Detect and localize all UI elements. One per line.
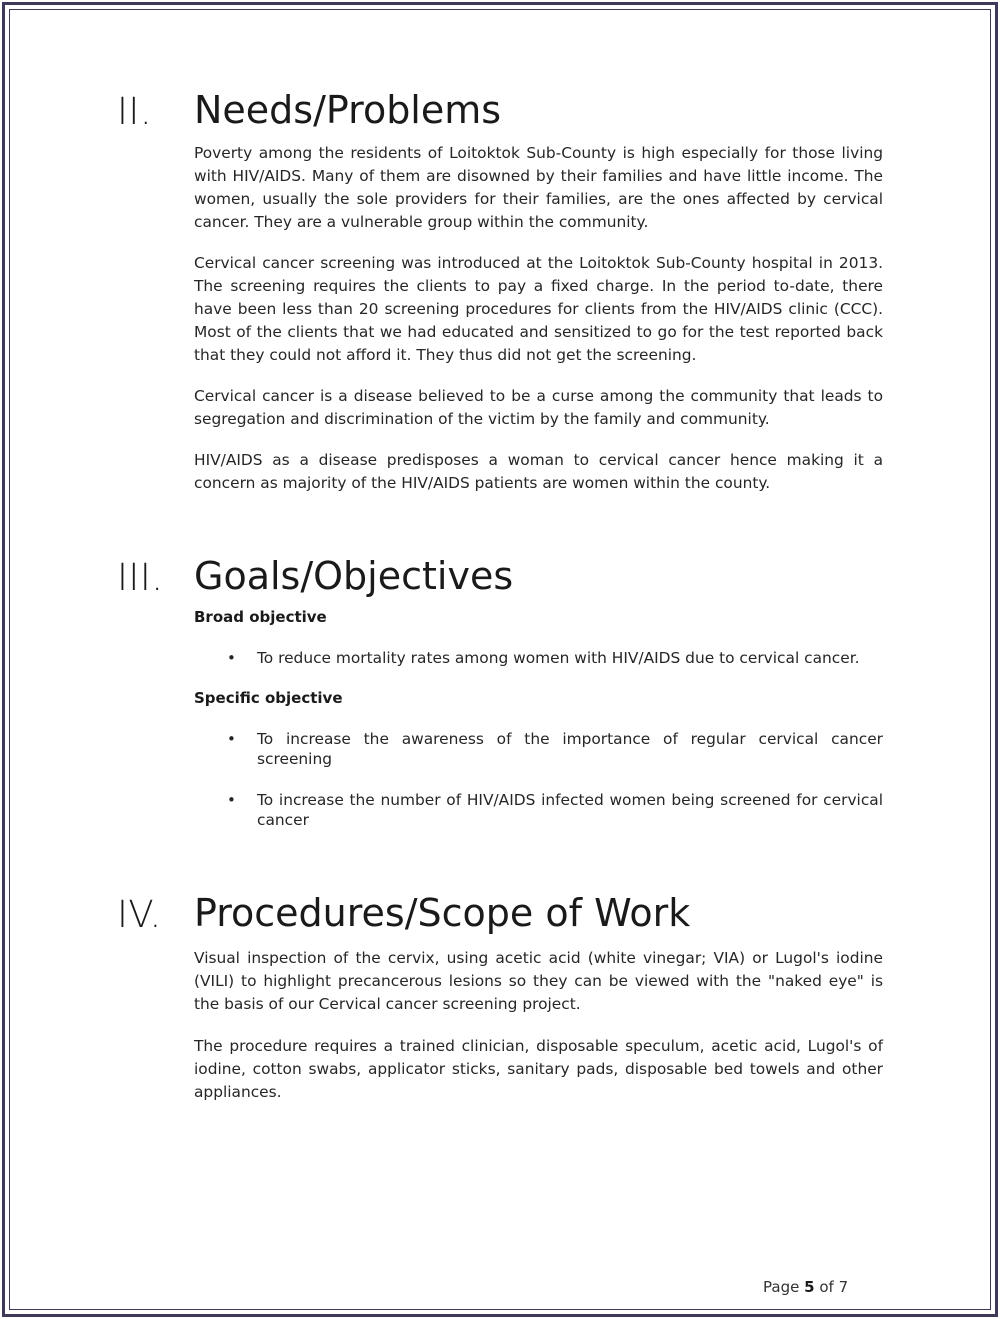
- section-numeral: III.: [117, 556, 164, 599]
- paragraph: Visual inspection of the cervix, using acetic acid (white vinegar; VIA) or Lugol's iodine (VILI) to highlight precancerous lesions so they can be viewed with the "naked eye" is the basis of our Cervical cancer screening project.: [194, 949, 883, 1013]
- footer-total-pages: 7: [838, 1278, 849, 1296]
- page-number-footer: [763, 1278, 848, 1296]
- section-heading: Needs/Problems: [194, 88, 502, 132]
- paragraph: Cervical cancer screening was introduced at the Loitoktok Sub-County hospital in 2013. The screening requires the clients to pay a fixed charge. In the period to-date, there have been less than 20 screening procedures for clients from the HIV/AIDS clinic (CCC). Most of the clients that we had educated and sensitized to go for the test reported back that they could not afford it. They thus did not get the screening.: [194, 254, 883, 364]
- list-item-text: To increase the awareness of the importance of regular cervical cancer screening: [257, 730, 883, 768]
- bullet-icon: •: [227, 791, 236, 809]
- paragraph: HIV/AIDS as a disease predisposes a woman to cervical cancer hence making it a concern as majority of the HIV/AIDS patients are women within the county.: [194, 451, 883, 492]
- section-numeral: IV.: [117, 893, 162, 936]
- paragraph: Cervical cancer is a disease believed to be a curse among the community that leads to segregation and discrimination of the victim by the family and community.: [194, 387, 883, 428]
- bullet-icon: •: [227, 730, 236, 748]
- subheading-broad-objective: Broad objective: [194, 608, 327, 626]
- footer-separator: of: [819, 1278, 834, 1296]
- paragraph: The procedure requires a trained clinician, disposable speculum, acetic acid, Lugol's of iodine, cotton swabs, applicator sticks, sanitary pads, disposable bed towels and other appliances.: [194, 1037, 883, 1101]
- section-heading: Goals/Objectives: [194, 554, 514, 598]
- section-numeral: II.: [117, 90, 153, 133]
- list-item-text: To reduce mortality rates among women with HIV/AIDS due to cervical cancer.: [257, 649, 860, 667]
- list-item-text: To increase the number of HIV/AIDS infected women being screened for cervical cancer: [257, 791, 883, 829]
- section-heading: Procedures/Scope of Work: [194, 891, 691, 935]
- footer-current-page: 5: [804, 1278, 815, 1296]
- footer-prefix: Page: [763, 1278, 800, 1296]
- paragraph: Poverty among the residents of Loitoktok Sub-County is high especially for those living with HIV/AIDS. Many of them are disowned by their families and have little income. The women, usually the sole providers for their families, are the ones affected by cervical cancer. They are a vulnerable group within the community.: [194, 144, 883, 231]
- bullet-icon: •: [227, 649, 236, 667]
- subheading-specific-objective: Specific objective: [194, 689, 343, 707]
